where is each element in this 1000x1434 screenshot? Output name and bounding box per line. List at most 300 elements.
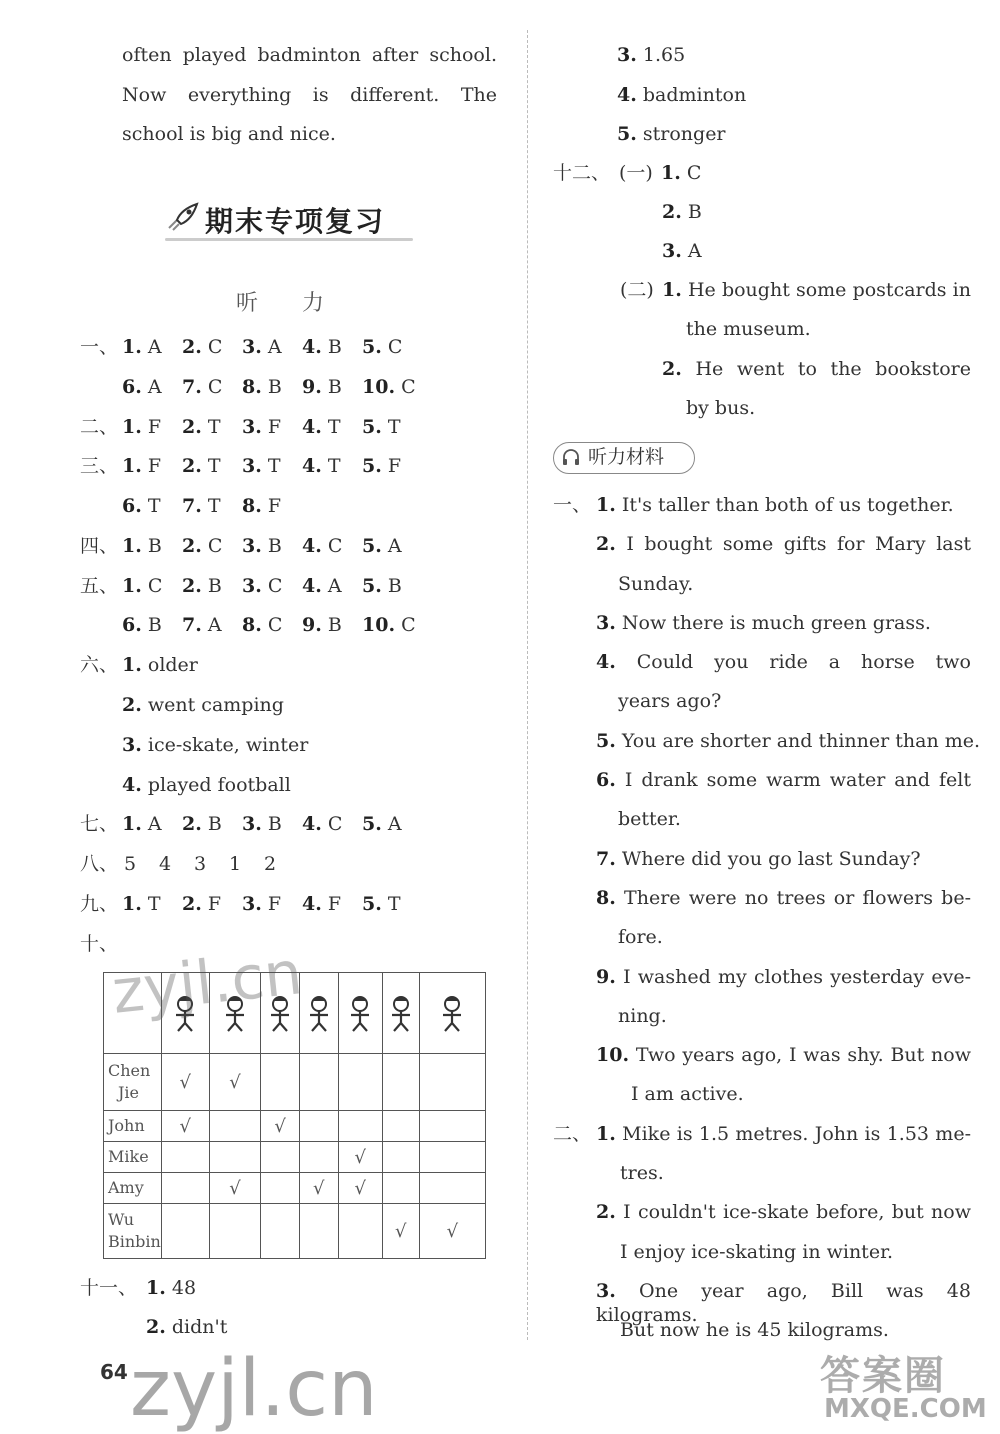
item-number: 2.: [122, 694, 142, 716]
table-check-cell: [382, 1204, 419, 1259]
table-row: [104, 1204, 486, 1259]
student-name: Mike: [108, 1147, 149, 1166]
material-text: fore.: [618, 926, 663, 948]
table-check-cell: [299, 1142, 338, 1173]
table-check-cell: [419, 1054, 485, 1111]
item-number: 3.: [122, 734, 142, 756]
item-number: 2.: [662, 201, 682, 223]
material-text: 8. There were no trees or flowers be-: [596, 887, 971, 909]
question-label: 十一、: [80, 1277, 138, 1299]
item-number: 3.: [242, 893, 262, 915]
item-number: 4.: [617, 84, 637, 106]
material-text: 2. I bought some gifts for Mary last: [596, 533, 971, 555]
table-check-cell: [299, 1054, 338, 1111]
paragraph-line: [122, 43, 497, 67]
item-number: 1.: [661, 162, 681, 184]
item-number: 7.: [596, 848, 616, 870]
answer-item: 2. C: [182, 336, 223, 358]
section-header: [165, 196, 415, 244]
table-check-cell: [261, 1204, 300, 1259]
table-check-cell: [209, 1054, 261, 1111]
material-text: years ago?: [618, 690, 722, 712]
table-check-cell: [299, 1111, 338, 1142]
picture-painting-icon: [435, 993, 469, 1033]
table-check-cell: [161, 1054, 209, 1111]
item-number: 10.: [362, 376, 396, 398]
material-text: 3. Now there is much green grass.: [596, 612, 931, 634]
material-text: 5. You are shorter and thinner than me.: [596, 730, 981, 752]
material-line: [596, 965, 971, 989]
watermark-bottom: zyjl.cn: [130, 1344, 378, 1434]
rocket-icon: [165, 202, 199, 232]
answer-item: 7. A: [182, 614, 222, 636]
table-check-cell: [338, 1111, 382, 1142]
answer-item: 2. T: [182, 416, 221, 438]
item-number: 2.: [596, 1201, 616, 1223]
paragraph-line: [122, 83, 497, 107]
answer-item: 3. F: [242, 893, 282, 915]
table-check-cell: [209, 1173, 261, 1204]
answer-item: 5. T: [362, 416, 401, 438]
item-number: 1.: [122, 455, 142, 477]
answer-item-line: [146, 1315, 227, 1339]
material-text: But now he is 45 kilograms.: [620, 1319, 889, 1341]
title-underline: [165, 238, 413, 241]
table-row: [104, 1173, 486, 1204]
table-picture-cell: [419, 973, 485, 1054]
item-number: 9.: [596, 966, 616, 988]
material-line: [596, 493, 954, 517]
item-number: 6.: [596, 769, 616, 791]
listening-heading: 听力: [236, 291, 369, 316]
answer-item: 2. B: [182, 575, 222, 597]
item-number: 3.: [242, 575, 262, 597]
answer-item: 7. C: [182, 376, 223, 398]
material-line: [596, 611, 931, 635]
table-check-cell: [161, 1142, 209, 1173]
sub-label-line: [620, 278, 654, 302]
answer-item: 5. A: [362, 535, 402, 557]
item-number: 6.: [122, 495, 142, 517]
table-check-cell: [382, 1054, 419, 1111]
answer-item: 3. A: [662, 240, 702, 262]
table-check-cell: [161, 1204, 209, 1259]
table-check-cell: [261, 1054, 300, 1111]
answer-item: 4. T: [302, 416, 341, 438]
material-line: [596, 1200, 971, 1224]
answer-text: 1. He bought some postcards in: [662, 279, 971, 301]
material-line: [618, 689, 721, 713]
material-text: 7. Where did you go last Sunday?: [596, 848, 921, 870]
item-number: 8.: [242, 376, 262, 398]
item-number: 7.: [182, 495, 202, 517]
table-check-cell: [419, 1111, 485, 1142]
material-line: [618, 807, 681, 831]
answer-item: 9. B: [302, 614, 342, 636]
item-number: 8.: [596, 887, 616, 909]
answer-item: 5. F: [362, 455, 402, 477]
sub-label: (二): [620, 279, 654, 301]
item-number: 10.: [362, 614, 396, 636]
check-mark: √: [179, 1115, 192, 1137]
student-name: John: [108, 1116, 145, 1135]
material-text: better.: [618, 808, 681, 830]
item-number: 4.: [302, 416, 322, 438]
material-tag-label: 听力材料: [588, 446, 665, 468]
material-line: [596, 650, 971, 674]
table-check-cell: [299, 1204, 338, 1259]
answer-item: 1. A: [122, 813, 162, 835]
table-name-cell: [104, 1204, 162, 1259]
item-number: 5.: [362, 416, 382, 438]
logo-cn-text: 答案圈: [820, 1353, 946, 1399]
item-number: 1.: [122, 654, 142, 676]
question-label: 十二、: [553, 162, 611, 184]
material-text: 10. Two years ago, I was shy. But now: [596, 1044, 971, 1066]
question-label: 一、: [80, 336, 119, 358]
answer-item: 1. B: [122, 535, 162, 557]
sub-label: (一): [619, 162, 653, 184]
answer-item: 4. C: [302, 813, 343, 835]
answer-item-line: [662, 200, 702, 224]
item-number: 3.: [596, 1280, 616, 1302]
item-number: 2.: [182, 336, 202, 358]
table-check-cell: [209, 1142, 261, 1173]
picture-reading-icon: [384, 993, 418, 1033]
material-line: [596, 847, 921, 871]
table-picture-cell: [299, 973, 338, 1054]
material-text: 9. I washed my clothes yesterday eve-: [596, 966, 971, 988]
table-check-cell: [382, 1173, 419, 1204]
answer-item: 4. F: [302, 893, 342, 915]
answer-item: 1. older: [122, 654, 198, 676]
item-number: 5.: [617, 123, 637, 145]
question-label: 三、: [80, 455, 119, 477]
table-check-cell: [261, 1173, 300, 1204]
order-number: 5: [124, 853, 137, 875]
check-mark: √: [313, 1177, 325, 1199]
check-mark: √: [179, 1071, 192, 1093]
answer-item: 4. T: [302, 455, 341, 477]
answer-item: 5. T: [362, 893, 401, 915]
answer-item: 5. C: [362, 336, 403, 358]
question-label: 九、: [80, 893, 119, 915]
material-label-line: [553, 1122, 591, 1146]
item-number: 4.: [302, 336, 322, 358]
question-label: 四、: [80, 535, 119, 557]
answer-text: the museum.: [686, 318, 811, 340]
table-check-cell: [382, 1142, 419, 1173]
item-number: 1.: [122, 336, 142, 358]
item-number: 4.: [596, 651, 616, 673]
paragraph-text: school is big and nice.: [122, 123, 336, 145]
answer-item: 8. F: [242, 495, 282, 517]
question-label: 五、: [80, 575, 119, 597]
material-line: [620, 1161, 664, 1185]
item-number: 1.: [122, 416, 142, 438]
item-number: 1.: [596, 494, 616, 516]
item-number: 5.: [362, 336, 382, 358]
item-number: 4.: [122, 774, 142, 796]
answer-item: 6. B: [122, 614, 162, 636]
table-check-cell: [338, 1173, 382, 1204]
item-number: 6.: [122, 614, 142, 636]
student-name: Chen: [108, 1061, 151, 1080]
material-line: [596, 768, 971, 792]
table-row: [104, 1142, 486, 1173]
check-mark: √: [354, 1177, 366, 1199]
table-check-cell: [161, 1111, 209, 1142]
answer-item: 6. A: [122, 376, 162, 398]
paragraph-text: often played badminton after school.: [122, 44, 497, 66]
item-number: 3.: [242, 455, 262, 477]
material-text: ning.: [618, 1005, 667, 1027]
answer-item: 2. B: [662, 201, 702, 223]
item-number: 3.: [662, 240, 682, 262]
item-number: 7.: [182, 614, 202, 636]
item-number: 1.: [122, 535, 142, 557]
check-mark: √: [395, 1220, 407, 1242]
material-line: [620, 1318, 889, 1342]
item-number: 2.: [182, 455, 202, 477]
answer-item: 1. C: [661, 162, 702, 184]
answer-item: 1. 48: [146, 1277, 197, 1299]
answer-row: [80, 932, 118, 956]
answer-item: 4. played football: [122, 774, 291, 796]
answer-item: 6. T: [122, 495, 161, 517]
answer-item: 8. B: [242, 376, 282, 398]
answer-item-line: [662, 239, 702, 263]
answer-item: 3. C: [242, 575, 283, 597]
question-label: 二、: [553, 1123, 592, 1145]
table-row: [104, 1054, 486, 1111]
watermark-mid: zyjl.cn: [108, 938, 306, 1028]
check-mark: √: [229, 1177, 241, 1199]
answer-item: 10. C: [362, 614, 416, 636]
material-line: [618, 1004, 667, 1028]
question-label: 七、: [80, 813, 119, 835]
logo-en-text: MXQE.COM: [824, 1394, 987, 1424]
item-number: 2.: [182, 575, 202, 597]
answer-item: 2. went camping: [122, 694, 284, 716]
order-number: 1: [229, 853, 242, 875]
answer-item: 1. F: [122, 455, 162, 477]
table-name-cell: [104, 1173, 162, 1204]
item-number: 4.: [302, 535, 322, 557]
paragraph-line: [122, 122, 336, 146]
item-number: 5.: [362, 535, 382, 557]
answer-text-line: [686, 317, 811, 341]
question-label: 十、: [80, 933, 119, 955]
material-text: Sunday.: [618, 573, 694, 595]
material-text: 1. Mike is 1.5 metres. John is 1.53 me-: [596, 1123, 971, 1145]
item-number: 1.: [662, 279, 682, 301]
picture-sports-icon: [302, 993, 336, 1033]
answer-item: 5. B: [362, 575, 402, 597]
answer-item: 2. didn't: [146, 1316, 228, 1338]
answer-item-line: [617, 122, 726, 146]
material-text: tres.: [620, 1162, 664, 1184]
material-line: [596, 1122, 971, 1146]
item-number: 2.: [182, 813, 202, 835]
answer-item: 3. A: [242, 336, 282, 358]
item-number: 3.: [596, 612, 616, 634]
item-number: 4.: [302, 893, 322, 915]
material-text: I enjoy ice-skating in winter.: [620, 1241, 894, 1263]
answer-text-line: [662, 278, 971, 302]
item-number: 3.: [242, 813, 262, 835]
table-check-cell: [261, 1111, 300, 1142]
table-check-cell: [419, 1142, 485, 1173]
item-number: 2.: [182, 893, 202, 915]
material-line: [631, 1082, 744, 1106]
item-number: 2.: [146, 1316, 166, 1338]
material-text: 6. I drank some warm water and felt: [596, 769, 971, 791]
material-text: 4. Could you ride a horse two: [596, 651, 971, 673]
table-picture-cell: [382, 973, 419, 1054]
question-label: 一、: [553, 494, 592, 516]
item-number: 10.: [596, 1044, 630, 1066]
table-name-cell: [104, 1111, 162, 1142]
item-number: 5.: [362, 893, 382, 915]
table-row: [104, 1111, 486, 1142]
item-number: 1.: [122, 575, 142, 597]
material-label-line: [553, 493, 591, 517]
material-line: [596, 729, 980, 753]
answer-item-line: [617, 83, 746, 107]
item-number: 3.: [242, 535, 262, 557]
answer-item: 3. ice-skate, winter: [122, 734, 309, 756]
item-number: 9.: [302, 376, 322, 398]
picture-piano-icon: [343, 993, 377, 1033]
table-name-cell: [104, 1054, 162, 1111]
item-number: 3.: [242, 336, 262, 358]
answer-item: 1. T: [122, 893, 161, 915]
material-line: [618, 925, 663, 949]
item-number: 2.: [596, 533, 616, 555]
item-number: 5.: [362, 813, 382, 835]
material-text: 3. One year ago, Bill was 48 kilograms.: [596, 1280, 971, 1326]
answer-item-line: [617, 43, 685, 67]
answer-item: 1. C: [122, 575, 163, 597]
answer-item: 4. A: [302, 575, 342, 597]
answer-item: 1. A: [122, 336, 162, 358]
table-check-cell: [209, 1111, 261, 1142]
item-number: 5.: [596, 730, 616, 752]
check-mark: √: [229, 1071, 241, 1093]
answer-item: 7. T: [182, 495, 221, 517]
table-check-cell: [261, 1142, 300, 1173]
answer-item: 5. A: [362, 813, 402, 835]
item-number: 7.: [182, 376, 202, 398]
answer-item: 4. C: [302, 535, 343, 557]
item-number: 2.: [182, 416, 202, 438]
order-number: 3: [194, 853, 207, 875]
question-label: 二、: [80, 416, 119, 438]
answer-item: 1. F: [122, 416, 162, 438]
site-logo: [820, 1344, 995, 1428]
answer-item: 3. 1.65: [617, 44, 686, 66]
material-text: 2. I couldn't ice-skate before, but now: [596, 1201, 971, 1223]
headphones-icon: [562, 448, 580, 466]
answer-text-line: [662, 357, 971, 381]
answer-item-line: [122, 693, 284, 717]
answer-item: 10. C: [362, 376, 416, 398]
section-title: 期末专项复习: [205, 205, 386, 238]
table-picture-cell: [338, 973, 382, 1054]
paragraph-text: Now everything is different. The: [122, 84, 497, 106]
table-check-cell: [209, 1204, 261, 1259]
item-number: 3.: [617, 44, 637, 66]
answer-item: 3. T: [242, 455, 281, 477]
material-line: [596, 532, 971, 556]
table-name-cell: [104, 1142, 162, 1173]
order-number: 4: [159, 853, 172, 875]
material-line: [596, 886, 971, 910]
student-name: Wu: [108, 1210, 135, 1229]
check-mark: √: [446, 1220, 459, 1242]
student-name: Binbin: [108, 1232, 161, 1251]
answer-item: 8. C: [242, 614, 283, 636]
material-line: [618, 572, 693, 596]
table-check-cell: [338, 1142, 382, 1173]
item-number: 1.: [596, 1123, 616, 1145]
item-number: 2.: [182, 535, 202, 557]
material-text: 1. It's taller than both of us together.: [596, 494, 954, 516]
item-number: 9.: [302, 614, 322, 636]
student-name: Amy: [108, 1178, 144, 1197]
answer-item: 5. stronger: [617, 123, 726, 145]
item-number: 6.: [122, 376, 142, 398]
material-line: [620, 1240, 893, 1264]
table-check-cell: [419, 1173, 485, 1204]
item-number: 1.: [146, 1277, 166, 1299]
item-number: 1.: [122, 893, 142, 915]
item-number: 5.: [362, 455, 382, 477]
item-number: 5.: [362, 575, 382, 597]
item-number: 4.: [302, 575, 322, 597]
page-number: 64: [100, 1360, 128, 1384]
student-name: Jie: [118, 1083, 139, 1102]
answer-item: 4. badminton: [617, 84, 747, 106]
answer-item: 2. C: [182, 535, 223, 557]
answer-item: 9. B: [302, 376, 342, 398]
answer-text: by bus.: [686, 397, 756, 419]
answer-item-line: [122, 653, 198, 677]
answer-item: 3. B: [242, 813, 282, 835]
item-number: 4.: [302, 813, 322, 835]
answer-item-line: [122, 773, 291, 797]
table-check-cell: [299, 1173, 338, 1204]
question-label: 八、: [80, 853, 119, 875]
column-divider: [527, 30, 528, 1340]
answer-item: 3. F: [242, 416, 282, 438]
item-number: 3.: [242, 416, 262, 438]
answer-item: 2. B: [182, 813, 222, 835]
table-check-cell: [338, 1054, 382, 1111]
table-check-cell: [382, 1111, 419, 1142]
table-check-cell: [419, 1204, 485, 1259]
answer-item-line: [122, 733, 308, 757]
material-text: I am active.: [631, 1083, 744, 1105]
order-number: 2: [264, 853, 277, 875]
answer-item: 2. F: [182, 893, 222, 915]
answer-item: 2. T: [182, 455, 221, 477]
table-check-cell: [161, 1173, 209, 1204]
material-line: [596, 1043, 971, 1067]
table-check-cell: [338, 1204, 382, 1259]
item-number: 8.: [242, 495, 262, 517]
